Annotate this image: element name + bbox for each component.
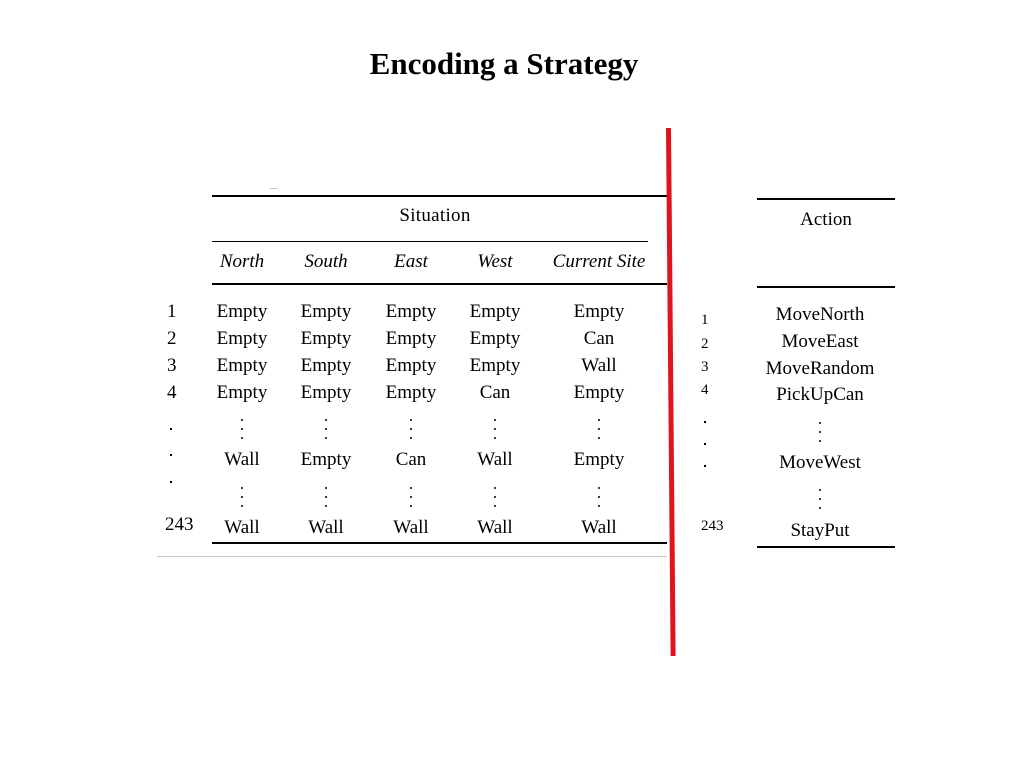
table-cell: Wall [393, 517, 429, 538]
ellipsis-dot [170, 428, 172, 430]
table-cell: Empty [385, 301, 437, 322]
column-header-west: West [477, 251, 513, 272]
row-number: 2 [167, 328, 177, 349]
table-cell: Empty [385, 382, 437, 403]
table-cell: Wall [224, 449, 260, 470]
table-cell: Empty [385, 355, 437, 376]
row-number: 1 [167, 301, 177, 322]
row-number: 2 [701, 336, 709, 352]
column-header-current-site: Current Site [552, 251, 646, 272]
column-header-south: South [304, 251, 348, 272]
column-header-north: North [219, 251, 265, 272]
situation-header: Situation [399, 205, 471, 226]
row-number: 243 [701, 518, 724, 534]
table-cell: Empty [300, 301, 352, 322]
table-cell: Empty [216, 382, 268, 403]
page-title: Encoding a Strategy [369, 46, 639, 81]
table-cell: Wall [581, 517, 617, 538]
action-item: StayPut [790, 520, 850, 541]
table-cell: Can [583, 328, 615, 349]
table-cell: Empty [216, 328, 268, 349]
action-bottom-rule [757, 546, 895, 548]
vertical-ellipsis [409, 487, 413, 507]
row-number: 243 [165, 514, 194, 535]
table-cell: Empty [573, 449, 625, 470]
table-bottom-rule [212, 542, 667, 544]
ellipsis-dot [704, 443, 706, 445]
vertical-ellipsis [597, 419, 601, 439]
table-cell: Wall [477, 449, 513, 470]
action-item: MoveEast [781, 331, 859, 352]
table-cell: Can [479, 382, 511, 403]
vertical-ellipsis [493, 419, 497, 439]
row-number: 3 [701, 359, 709, 375]
table-top-rule [212, 195, 667, 197]
table-cell: Empty [573, 382, 625, 403]
table-cell: Can [395, 449, 427, 470]
action-header: Action [800, 209, 852, 230]
row-number: 4 [167, 382, 177, 403]
table-top-tick [270, 188, 278, 189]
column-header-east: East [394, 251, 428, 272]
vertical-ellipsis [818, 489, 822, 509]
row-number: 4 [701, 382, 709, 398]
vertical-ellipsis [240, 487, 244, 507]
column-header-rule [212, 283, 667, 285]
table-cell: Empty [216, 301, 268, 322]
vertical-ellipsis [818, 422, 822, 442]
table-cell: Empty [469, 301, 521, 322]
action-top-rule [757, 198, 895, 200]
action-item: PickUpCan [776, 384, 864, 405]
vertical-ellipsis [324, 487, 328, 507]
table-cell: Empty [216, 355, 268, 376]
table-cell: Empty [469, 355, 521, 376]
table-cell: Empty [573, 301, 625, 322]
situation-header-rule [212, 241, 648, 242]
table-cell: Wall [581, 355, 617, 376]
row-number: 3 [167, 355, 177, 376]
ellipsis-dot [704, 421, 706, 423]
row-number: 1 [701, 312, 709, 328]
action-item: MoveRandom [765, 358, 875, 379]
vertical-ellipsis [597, 487, 601, 507]
ellipsis-dot [170, 481, 172, 483]
red-divider-line [666, 128, 676, 656]
action-header-rule [757, 286, 895, 288]
action-item: MoveWest [779, 452, 861, 473]
vertical-ellipsis [409, 419, 413, 439]
table-cell: Wall [224, 517, 260, 538]
table-cell: Empty [300, 328, 352, 349]
table-cell: Wall [308, 517, 344, 538]
table-cell: Empty [300, 449, 352, 470]
table-cell: Empty [300, 355, 352, 376]
vertical-ellipsis [240, 419, 244, 439]
table-cell: Empty [300, 382, 352, 403]
vertical-ellipsis [324, 419, 328, 439]
table-cell: Empty [385, 328, 437, 349]
action-item: MoveNorth [775, 304, 865, 325]
table-base-line [157, 556, 667, 557]
vertical-ellipsis [493, 487, 497, 507]
ellipsis-dot [704, 465, 706, 467]
table-cell: Wall [477, 517, 513, 538]
table-cell: Empty [469, 328, 521, 349]
ellipsis-dot [170, 454, 172, 456]
